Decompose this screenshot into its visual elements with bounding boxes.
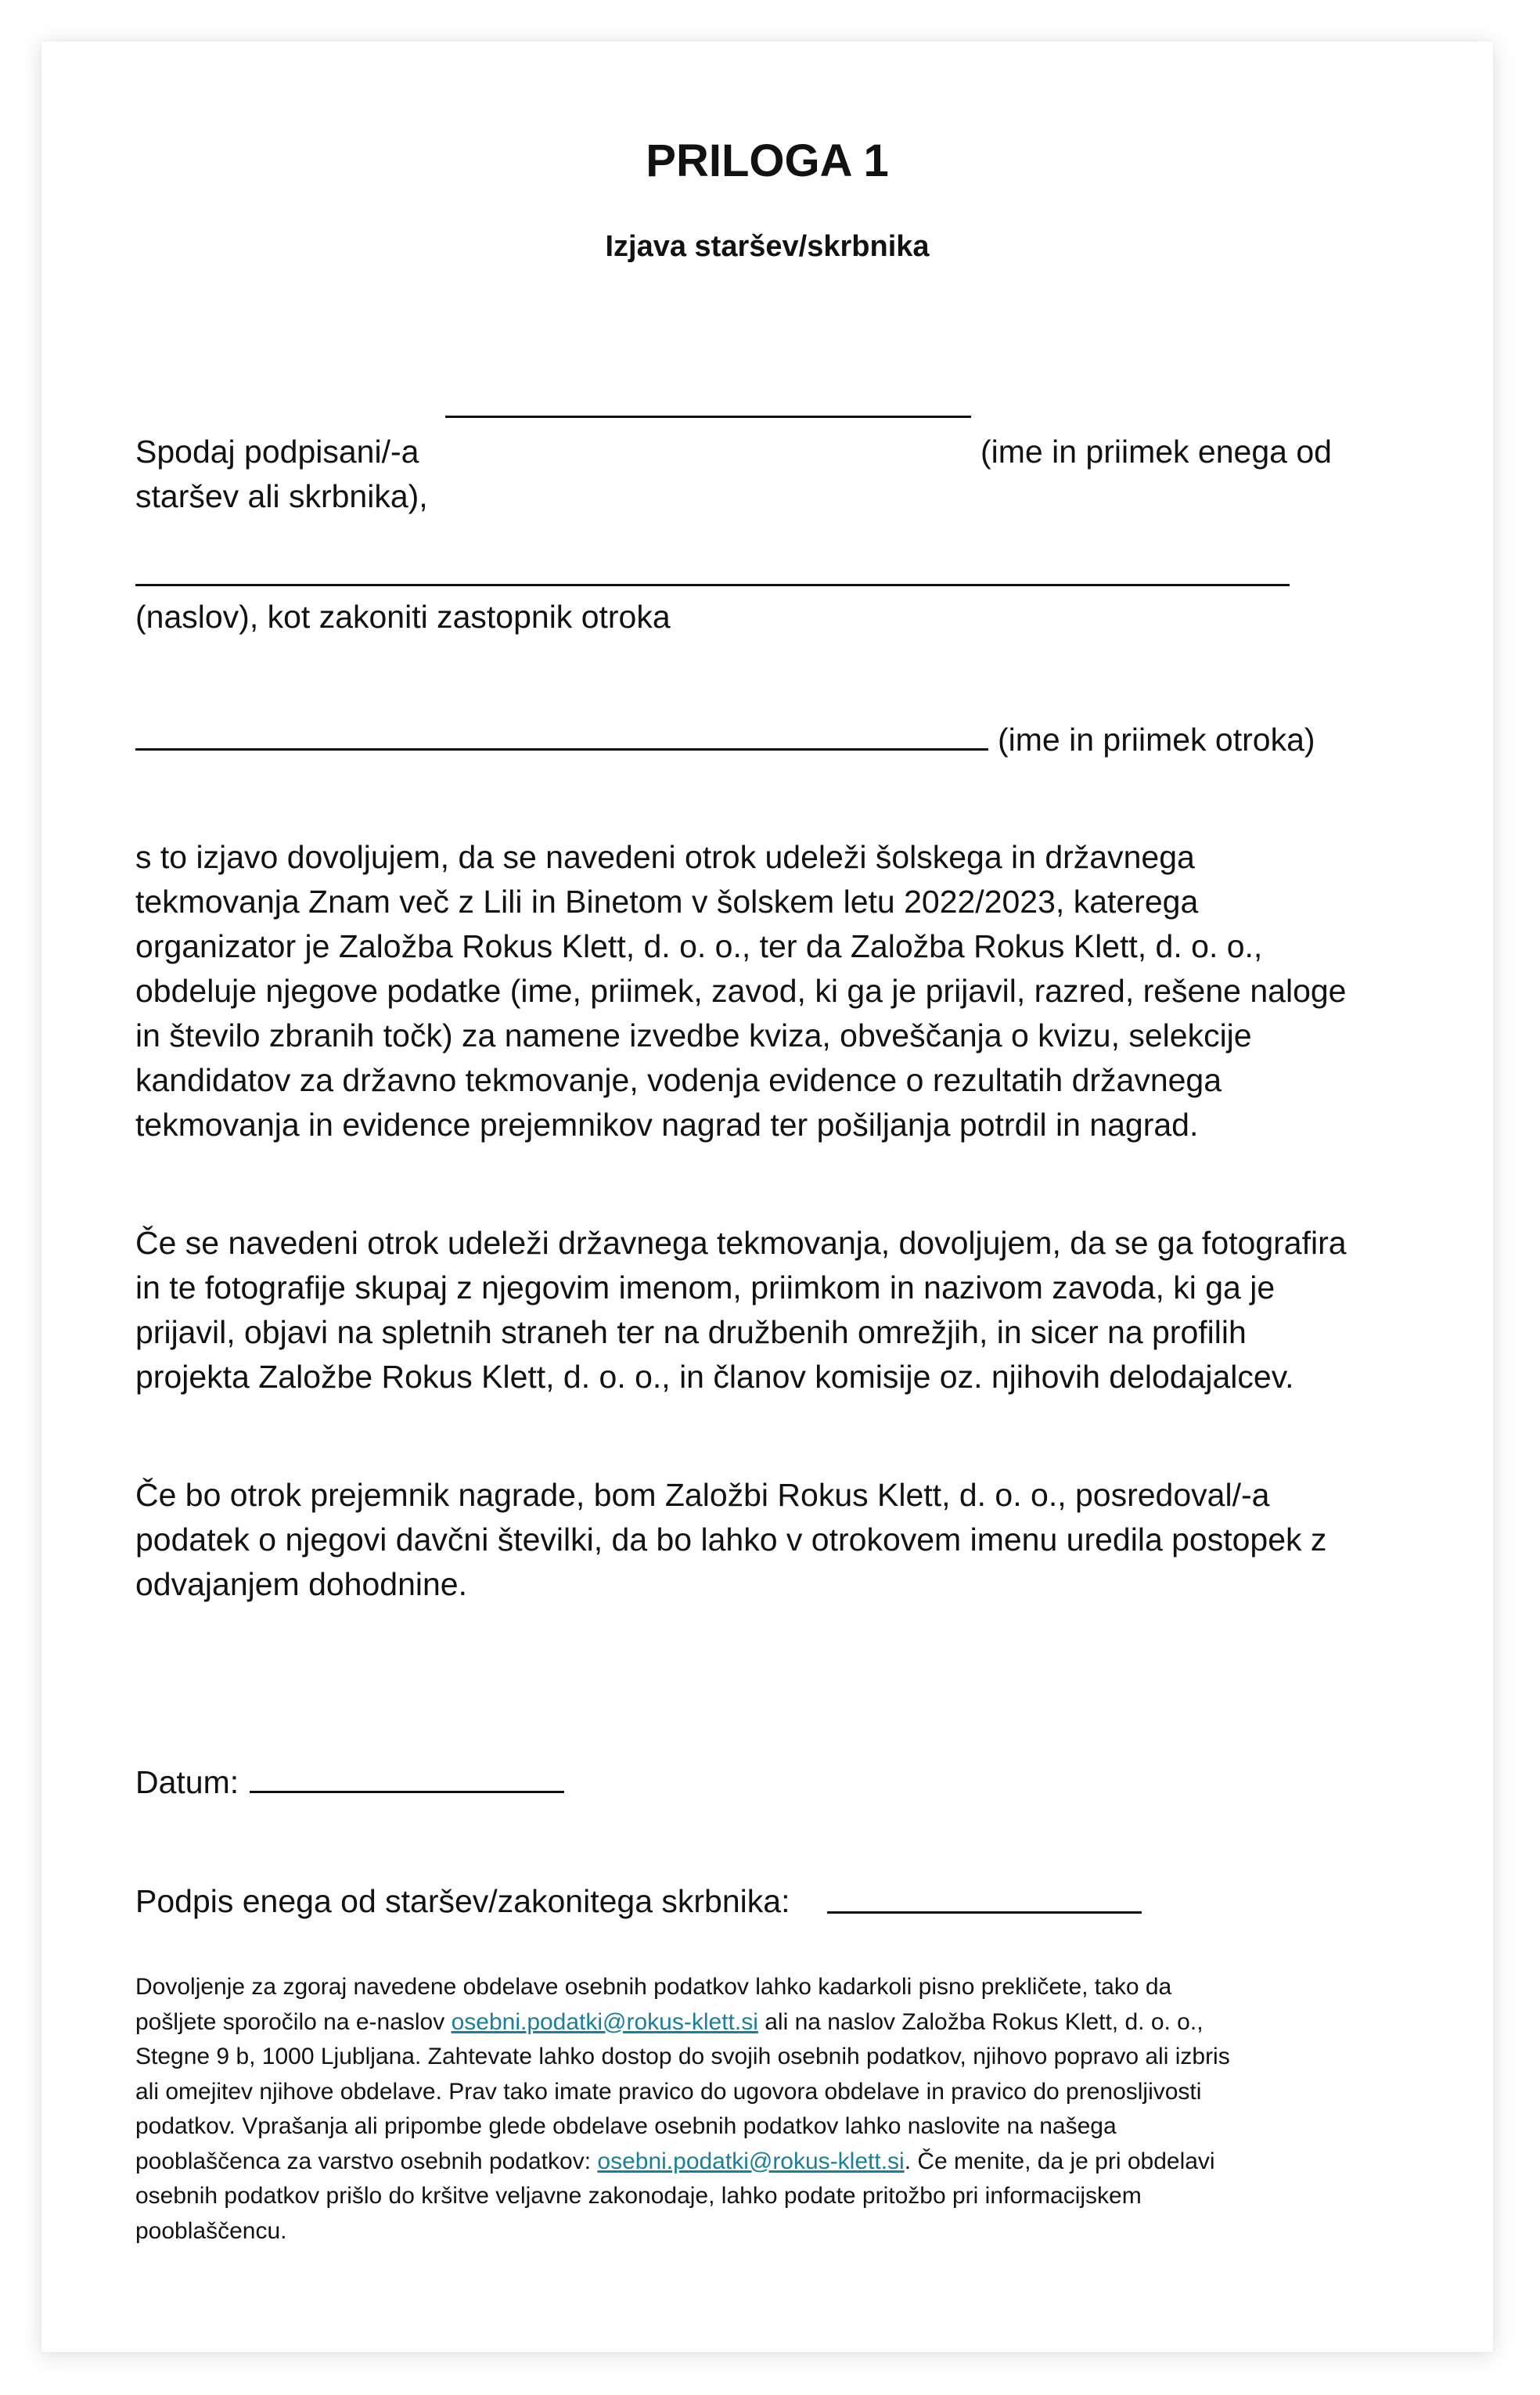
notice-line: podatkov. Vprašanja ali pripombe glede obdelave osebnih podatkov lahko naslovite na našega — [135, 2113, 1117, 2139]
notice-text: ali na naslov Založba Rokus Klett, d. o. o., — [765, 2008, 1204, 2035]
paragraph-line: kandidatov za državno tekmovanje, vodenja evidence o rezultatih državnega — [135, 1062, 1222, 1098]
email-link[interactable]: osebni.podatki@rokus-klett.si — [451, 2008, 758, 2035]
document-subtitle: Izjava staršev/skrbnika — [605, 230, 930, 263]
parent-line-suffix: (ime in priimek enega od — [980, 434, 1332, 470]
document-page — [41, 41, 1493, 2352]
privacy-notice — [135, 1970, 1230, 2249]
parent-line — [135, 432, 419, 471]
child-name-blank[interactable] — [135, 748, 988, 751]
notice-text: pooblaščenca za varstvo osebnih podatkov: — [135, 2148, 592, 2174]
paragraph-line: prijavil, objavi na spletnih straneh ter na družbenih omrežjih, in sicer na profilih — [135, 1314, 1247, 1350]
paragraph-line: in te fotografije skupaj z njegovim imenom, priimkom in nazivom zavoda, ki ga je — [135, 1270, 1276, 1306]
paragraph-line: tekmovanja in evidence prejemnikov nagrad ter pošiljanja potrdil in nagrad. — [135, 1107, 1199, 1143]
paragraph-line: organizator je Založba Rokus Klett, d. o. o., ter da Založba Rokus Klett, d. o. o., — [135, 928, 1263, 964]
signature-blank[interactable] — [827, 1911, 1142, 1914]
consent-paragraph-3 — [135, 1473, 1427, 1607]
paragraph-line: in število zbranih točk) za namene izvedbe kviza, obveščanja o kvizu, selekcije — [135, 1017, 1252, 1053]
email-link[interactable]: osebni.podatki@rokus-klett.si — [597, 2148, 905, 2174]
notice-line: Stegne 9 b, 1000 Ljubljana. Zahtevate lahko dostop do svojih osebnih podatkov, njihovo popravo ali izbris — [135, 2044, 1230, 2069]
address-blank[interactable] — [135, 584, 1290, 586]
consent-paragraph-2 — [135, 1221, 1427, 1399]
document-title: PRILOGA 1 — [646, 135, 889, 186]
paragraph-line: obdeluje njegove podatke (ime, priimek, zavod, ki ga je prijavil, razred, rešene naloge — [135, 973, 1347, 1009]
paragraph-line: podatek o njegovi davčni številki, da bo lahko v otrokovem imenu uredila postopek z — [135, 1522, 1327, 1558]
notice-text: . Če menite, da je pri obdelavi — [904, 2148, 1215, 2174]
consent-paragraph-1 — [135, 835, 1427, 1147]
child-line-suffix: (ime in priimek otroka) — [998, 722, 1315, 758]
notice-text: pošljete sporočilo na e-naslov — [135, 2008, 445, 2035]
notice-line — [135, 2005, 1230, 2040]
paragraph-line: Če bo otrok prejemnik nagrade, bom Založbi Rokus Klett, d. o. o., posredoval/-a — [135, 1477, 1270, 1513]
paragraph-line: projekta Založbe Rokus Klett, d. o. o., in članov komisije oz. njihovih delodajalcev. — [135, 1359, 1294, 1395]
parent-line-continuation: staršev ali skrbnika), — [135, 478, 428, 514]
date-label: Datum: — [135, 1764, 239, 1800]
date-blank[interactable] — [250, 1791, 564, 1793]
paragraph-line: Če se navedeni otrok udeleži državnega tekmovanja, dovoljujem, da se ga fotografira — [135, 1225, 1347, 1261]
paragraph-line: odvajanjem dohodnine. — [135, 1566, 467, 1602]
paragraph-line: tekmovanja Znam več z Lili in Binetom v šolskem letu 2022/2023, katerega — [135, 884, 1199, 920]
notice-line: Dovoljenje za zgoraj navedene obdelave osebnih podatkov lahko kadarkoli pisno prekličete, tako da — [135, 1974, 1172, 2000]
paragraph-line: s to izjavo dovoljujem, da se navedeni otrok udeleži šolskega in državnega — [135, 839, 1195, 875]
address-label: (naslov), kot zakoniti zastopnik otroka — [135, 599, 671, 635]
notice-line — [135, 2145, 1230, 2180]
parent-line-prefix: Spodaj podpisani/-a — [135, 434, 419, 470]
notice-line: ali omejitev njihove obdelave. Prav tako imate pravico do ugovora obdelave in pravico do prenosljivosti — [135, 2078, 1202, 2105]
notice-line: osebnih podatkov prišlo do kršitve veljavne zakonodaje, lahko podate pritožbo pri informacijskem — [135, 2183, 1142, 2209]
notice-line: pooblaščencu. — [135, 2217, 287, 2244]
signature-label: Podpis enega od staršev/zakonitega skrbnika: — [135, 1883, 790, 1919]
parent-name-blank[interactable] — [445, 416, 971, 418]
